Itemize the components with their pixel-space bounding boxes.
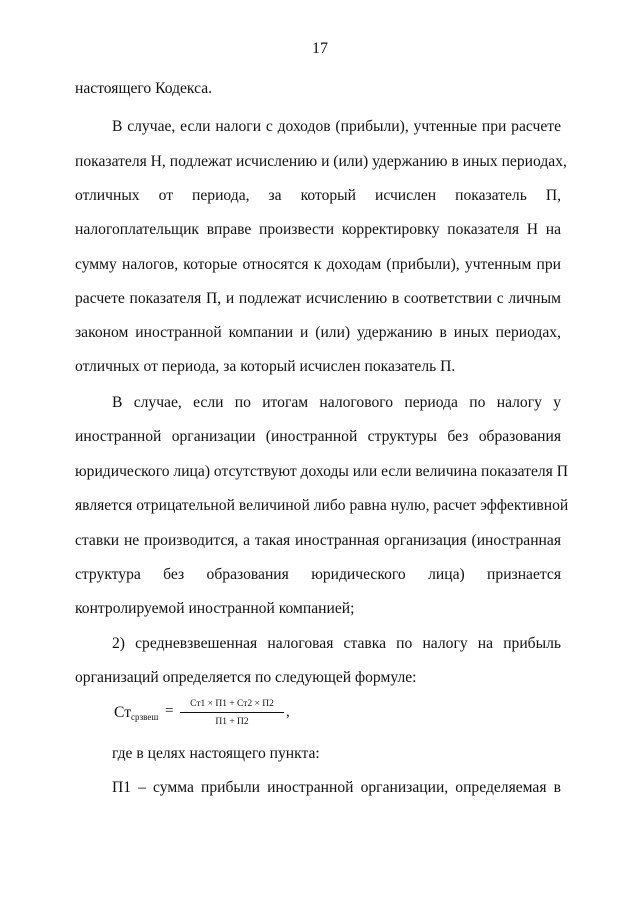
text-line: отличных от периода, за который исчислен показатель П, (75, 187, 561, 204)
text-line: контролируемой иностранной компанией; (75, 600, 355, 617)
formula-lhs-main: Ст (114, 704, 132, 721)
text-line: иностранной организации (иностранной структуры без образования (75, 428, 561, 445)
formula-lhs (114, 704, 158, 722)
page-number: 17 (312, 40, 328, 57)
formula-fraction (180, 698, 284, 728)
text-line: сумму налогов, которые относятся к доходам (прибыли), учтенным при (75, 256, 561, 273)
text-line: В случае, если по итогам налогового периода по налогу у (112, 394, 561, 411)
text-line: где в целях настоящего пункта: (112, 745, 320, 762)
text-line: налогоплательщик вправе произвести корректировку показателя Н на (75, 221, 561, 238)
text-line: организаций определяется по следующей формуле: (75, 669, 417, 686)
text-line: расчете показателя П, и подлежат исчислению в соответствии с личным (75, 290, 561, 307)
formula-lhs-subscript: срзвеш (131, 712, 159, 722)
formula-numerator: Ст1 × П1 + Ст2 × П2 (190, 699, 274, 709)
formula-denominator: П1 + П2 (215, 717, 249, 727)
text-line: настоящего Кодекса. (75, 80, 213, 97)
text-line: является отрицательной величиной либо равна нулю, расчет эффективной (75, 497, 569, 514)
formula-equals: = (165, 703, 174, 719)
text-line: структура без образования юридического лица) признается (75, 566, 561, 583)
text-line: ставки не производится, а такая иностранная организация (иностранная (75, 532, 561, 549)
text-line: отличных от периода, за который исчислен показатель П. (75, 358, 456, 375)
text-line: законом иностранной компании и (или) удержанию в иных периодах, (75, 324, 561, 341)
formula-trailing-comma: , (286, 704, 290, 720)
text-line: 2) средневзвешенная налоговая ставка по налогу на прибыль (112, 635, 561, 652)
text-line: В случае, если налоги с доходов (прибыли), учтенные при расчете (112, 118, 561, 135)
formula-fraction-bar (180, 712, 284, 713)
text-line: показателя Н, подлежат исчислению и (или) удержанию в иных периодах, (75, 153, 567, 170)
text-line: юридического лица) отсутствуют доходы или если величина показателя П (75, 463, 568, 480)
weighted-rate-formula (114, 698, 414, 734)
text-line: П1 – сумма прибыли иностранной организации, определяемая в (112, 779, 561, 796)
